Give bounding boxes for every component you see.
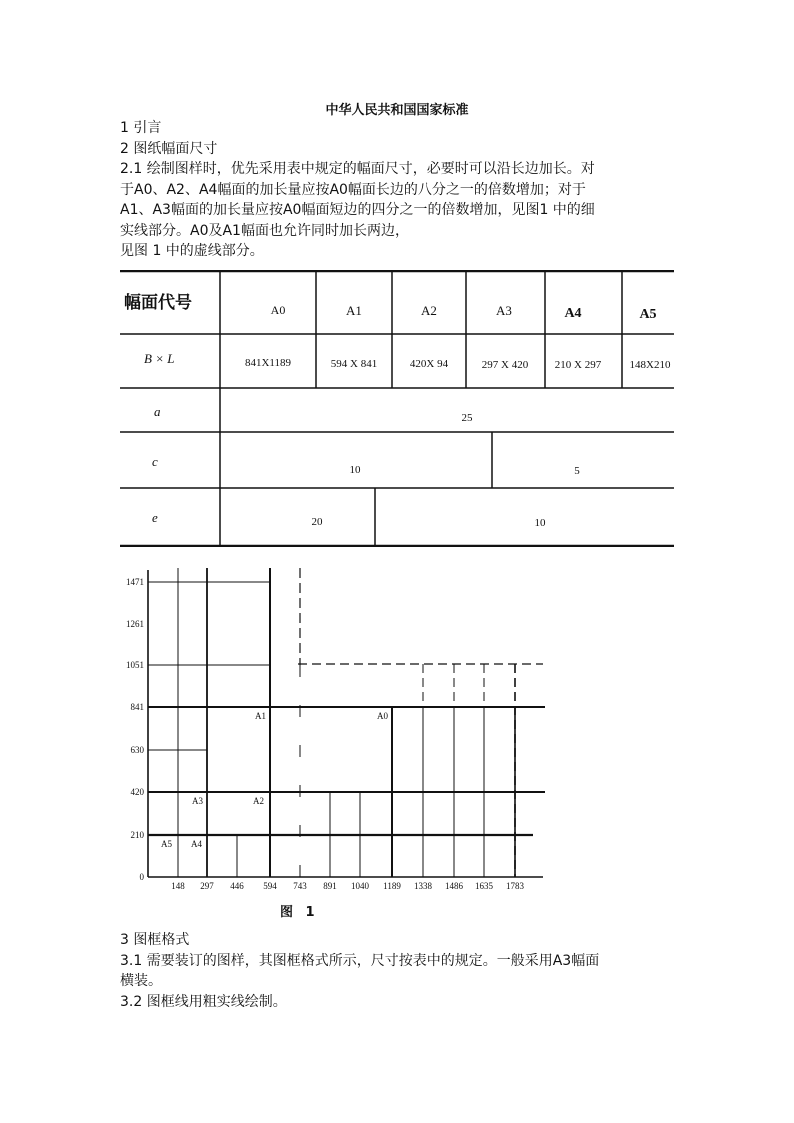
row-c-value-a0-a2: 10: [349, 464, 361, 476]
region-label-a2: A2: [253, 796, 264, 806]
paragraph-line: 实线部分。A0及A1幅面也允许同时加长两边，: [120, 222, 409, 239]
section-2-heading: 2 图纸幅面尺寸: [120, 140, 218, 157]
code-a0: A0: [270, 303, 286, 317]
y-tick-1261: 1261: [126, 619, 144, 629]
row-e-value-a0-a1: 20: [311, 516, 323, 528]
figure-caption: 图 1: [280, 905, 319, 920]
size-a4: 210 X 297: [554, 359, 602, 371]
x-tick-743: 743: [293, 881, 307, 891]
region-label-a3: A3: [192, 796, 203, 806]
y-tick-210: 210: [130, 830, 144, 840]
code-a2: A2: [421, 303, 437, 318]
paragraph-3-1: [120, 951, 680, 992]
x-tick-148: 148: [171, 881, 185, 891]
y-tick-630: 630: [130, 745, 144, 755]
table-header-label: 幅面代号: [124, 293, 192, 313]
paragraph-line: 见图 1 中的虚线部分。: [120, 243, 264, 259]
y-tick-841: 841: [130, 702, 144, 712]
y-tick-0: 0: [139, 872, 144, 882]
x-tick-594: 594: [263, 881, 277, 891]
page-title: 中华人民共和国国家标准: [325, 103, 469, 118]
code-a3: A3: [496, 303, 512, 318]
size-a5: 148X210: [629, 359, 671, 371]
x-tick-446: 446: [230, 881, 244, 891]
paragraph-line: 于A0、A2、A4幅面的加长量应按A0幅面长边的八分之一的倍数增加；对于: [120, 181, 586, 198]
region-label-a0: A0: [377, 711, 388, 721]
size-a0: 841X1189: [244, 357, 292, 369]
x-tick-891: 891: [323, 881, 337, 891]
row-c-value-a3-a5: 5: [574, 465, 580, 477]
x-tick-1338: 1338: [414, 881, 432, 891]
size-a2: 420X 94: [409, 358, 449, 370]
paragraph-line: 2.1 绘制图样时，优先采用表中规定的幅面尺寸，必要时可以沿长边加长。对: [120, 161, 595, 177]
paragraph-line: A1、A3幅面的加长量应按A0幅面短边的四分之一的倍数增加，见图1 中的细: [120, 202, 595, 218]
x-tick-1486: 1486: [445, 881, 463, 891]
region-label-a5: A5: [161, 839, 172, 849]
paper-size-diagram: [115, 565, 545, 895]
row-a-label: a: [154, 404, 161, 419]
paragraph-line: 3.1 需要装订的图样，其图框格式所示，尺寸按表中的规定。一般采用A3幅面: [120, 952, 600, 969]
region-label-a4: A4: [191, 839, 202, 849]
paper-size-table: [120, 270, 674, 547]
code-a4: A4: [564, 306, 582, 321]
y-tick-1471: 1471: [126, 577, 144, 587]
x-tick-1635: 1635: [475, 881, 493, 891]
code-a1: A1: [346, 303, 362, 318]
row-c-label: c: [152, 454, 158, 469]
region-label-a1: A1: [255, 711, 266, 721]
x-tick-1189: 1189: [383, 881, 401, 891]
row-a-value: 25: [461, 412, 473, 424]
section-1-heading: 1 引言: [120, 120, 162, 136]
size-row-label: B × L: [144, 351, 175, 366]
x-tick-297: 297: [200, 881, 214, 891]
y-tick-1051: 1051: [126, 660, 144, 670]
x-tick-1040: 1040: [351, 881, 369, 891]
row-e-label: e: [152, 510, 158, 525]
paragraph-2-1: [120, 159, 680, 262]
section-3-heading: 3 图框格式: [120, 932, 190, 948]
paragraph-3-2: 3.2 图框线用粗实线绘制。: [120, 993, 287, 1010]
paragraph-line: 横装。: [120, 973, 162, 989]
size-a1: 594 X 841: [330, 358, 378, 370]
size-a3: 297 X 420: [481, 359, 529, 371]
row-e-value-a2-a5: 10: [534, 517, 546, 529]
code-a5: A5: [639, 307, 657, 322]
y-tick-420: 420: [130, 787, 144, 797]
x-tick-1783: 1783: [506, 881, 524, 891]
